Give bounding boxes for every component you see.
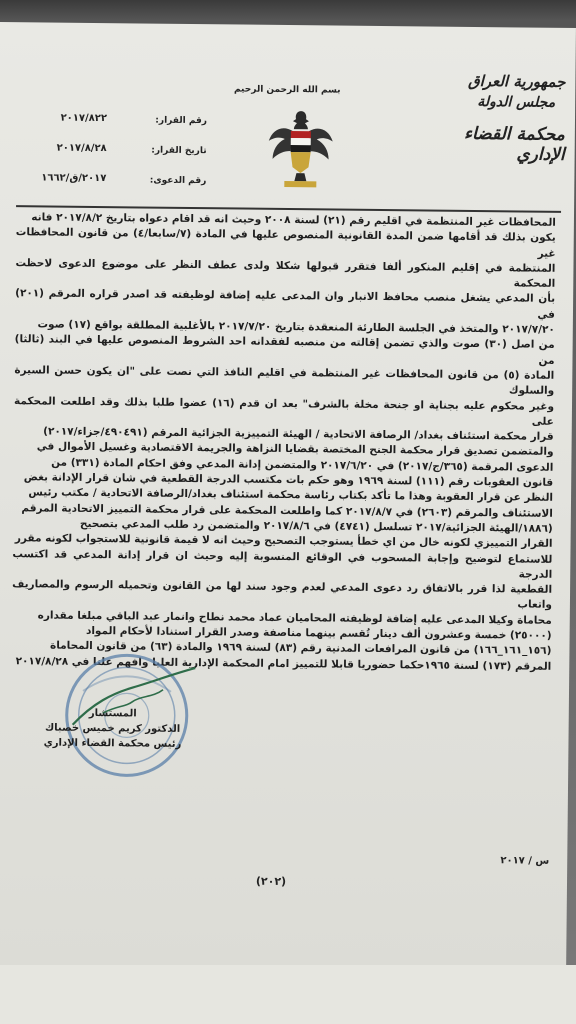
body-line: (١٨٨٦/الهيئة الجزائية/٢٠١٧ تسلسل (٤٧٤١) في ٢٠١٧/٨/٦ والمتضمن رد طلب المدعي بتصحيح: [79, 517, 553, 535]
court-title: [425, 71, 566, 164]
decision-date-value: ٢٠١٧/٨/٢٨: [56, 142, 107, 155]
body-line: (١٥٦_١٦١_١٦٦) من قانون المرافعات المدنية رقم (٨٣) لسنة ١٩٦٩ والمادة (٦٣) من قانون المحاماة: [49, 639, 552, 658]
body-line: محاماة وكيلا المدعى عليه إضافة لوظيفته المحاميان عماد محمد نطاح وانمار عبد الباقي مبلغا مقداره: [37, 609, 552, 627]
signatory-title: المستشار: [88, 707, 137, 720]
basmala: بسم الله الرحمن الرحيم: [233, 84, 341, 96]
body-line: ٢٠١٧/٧/٢٠ والمتخذ في الجلسة الطارئة المنعقدة بتاريخ ٢٠١٧/٧/٢٠ بالأغلبية المطلقة بواقع (١٧) صوت: [37, 318, 555, 336]
body-line: والمتضمن تصديق قرار محكمة الجنح المختصة بقضايا النزاهة والجريمة الاقتصادية وغسيل الأموال في: [36, 440, 554, 459]
body-line: للاستماع لتوضيح وإجابة المسحوب في الوقائع المنسوبة إليه وحيث ان قرار إدانة المدعي قد اكتسب الدرجة: [12, 547, 553, 581]
case-number-label: رقم الدعوى:: [149, 175, 207, 187]
body-line: قرار محكمة استئناف بغداد/ الرصافة الاتحادية / الهيئة التمييزية الجزائية المرقم (٤٩٠٤٩١/جزاء/٢٠١٧): [43, 425, 554, 443]
body-line: القرار التمييزي لكونه خال من اي خطأ يستوجب التصحيح وحيث انه لا قيمة قانونية للاستجواب لكونه مقرر: [14, 532, 553, 551]
case-number-value: ٢٠١٧/ق/١٦٦٢: [41, 172, 107, 185]
document-page: [0, 22, 576, 988]
page-number: (٢٠٢): [255, 874, 287, 889]
body-line: المادة (٥) من قانون المحافظات غير المنتظمة في اقليم النافذ التي نصت على "ان يكون حسن السيرة والسلوك: [14, 364, 555, 398]
body-line: النظر عن قرار العقوبة وهذا ما تأكد بكتاب رئاسة محكمة استئناف بغداد/الرصافة الاتحادية / مكتب رئيس: [28, 486, 554, 505]
footer-date: س / ٢٠١٧: [500, 855, 550, 867]
signatory-role: رئيس محكمة القضاء الإداري: [43, 737, 182, 750]
decision-number-label: رقم القرار:: [155, 115, 208, 127]
decision-meta-values: [16, 112, 107, 203]
body-line: (٢٥٠٠٠) خمسة وعشرون ألف دينار تُقسم بينهما مناصفة وصدر القرار استنادا لأحكام المواد: [85, 624, 552, 642]
body-line: بأن المدعي يشغل منصب محافظ الانبار وان المدعى عليه إضافة لوظيفته قد اصدر قراره المرقم (٢٠١) في: [15, 287, 556, 321]
body-line: المحافظات غير المنتظمة في اقليم رقم (٢١) لسنة ٢٠٠٨ وحيث انه قد اقام دعواه بتاريخ ٢٠١٧/٨/٢ فانه: [31, 211, 556, 229]
decision-number-value: ٢٠١٧/٨٢٢: [60, 112, 108, 125]
signature-block: [37, 705, 187, 752]
court-title-line-1: جمهورية العراق: [467, 71, 566, 91]
decision-meta-labels: [126, 115, 207, 206]
body-line: الدعوى المرقمة (٣٦٥/ج/٢٠١٧) في ٢٠١٧/٦/٢٠ والمتضمن إدانة المدعي وفق احكام المادة (٣٣١) من: [51, 456, 554, 474]
decision-date-label: تاريخ القرار:: [151, 145, 207, 157]
decision-body: [11, 210, 556, 675]
body-line: المنتظمة في إقليم المنكور ألفا فتقرر قبولها شكلا ولدى عطف النظر على موضوع الدعوى لاحظت المحكمة: [15, 257, 556, 291]
body-line: المرقم (١٧٣) لسنة ١٩٦٥حكما حضوريا قابلا للتمييز امام المحكمة الإدارية العليا وافهم علنا في ٢٠١٧/٨/٢٨: [15, 654, 552, 673]
body-line: القطعية لذا قرر بالاتفاق رد دعوى المدعي لعدم وجود سند لها من القانون وتحميله الرسوم والمصاريف واتعاب: [12, 578, 553, 612]
body-line: وغير محكوم عليه بجناية او جنحة مخلة بالشرف" بعد ان قدم (١٦) عضوا طلبا بذلك وقد اطلعت المحكمة على: [13, 394, 555, 428]
page-bottom-edge: [0, 965, 576, 1024]
signatory-name: الدكتور كريم خميس خصباك: [44, 722, 181, 735]
body-line: يكون بذلك قد أقامها ضمن المدة القانونية المنصوص عليها في المادة (٧/سابعا/٤) من قانون المحافظات غير: [15, 226, 556, 260]
body-line: الاستئناف والمرقم (٢٦٠٣) في ٢٠١٧/٨/٧ كما واطلعت المحكمة على قرار محكمة التمييز الاتحادية المرقم: [21, 501, 553, 520]
iraq-eagle-emblem-icon: [266, 107, 335, 192]
body-line: من اصل (٣٠) صوت والذي تضمن إقالته من منصبه لفقدانه احد الشروط المنصوص عليها في البند (ثالثا) من: [14, 333, 555, 367]
body-line: قانون العقوبات رقم (١١١) لسنة ١٩٦٩ وهو حكم بات مكتسب الدرجة القطعية في شان قرار الإدانة بغض: [23, 471, 554, 489]
court-title-line-3: محكمة القضاء الإداري: [463, 123, 565, 165]
court-title-line-2: مجلس الدولة: [477, 94, 556, 111]
